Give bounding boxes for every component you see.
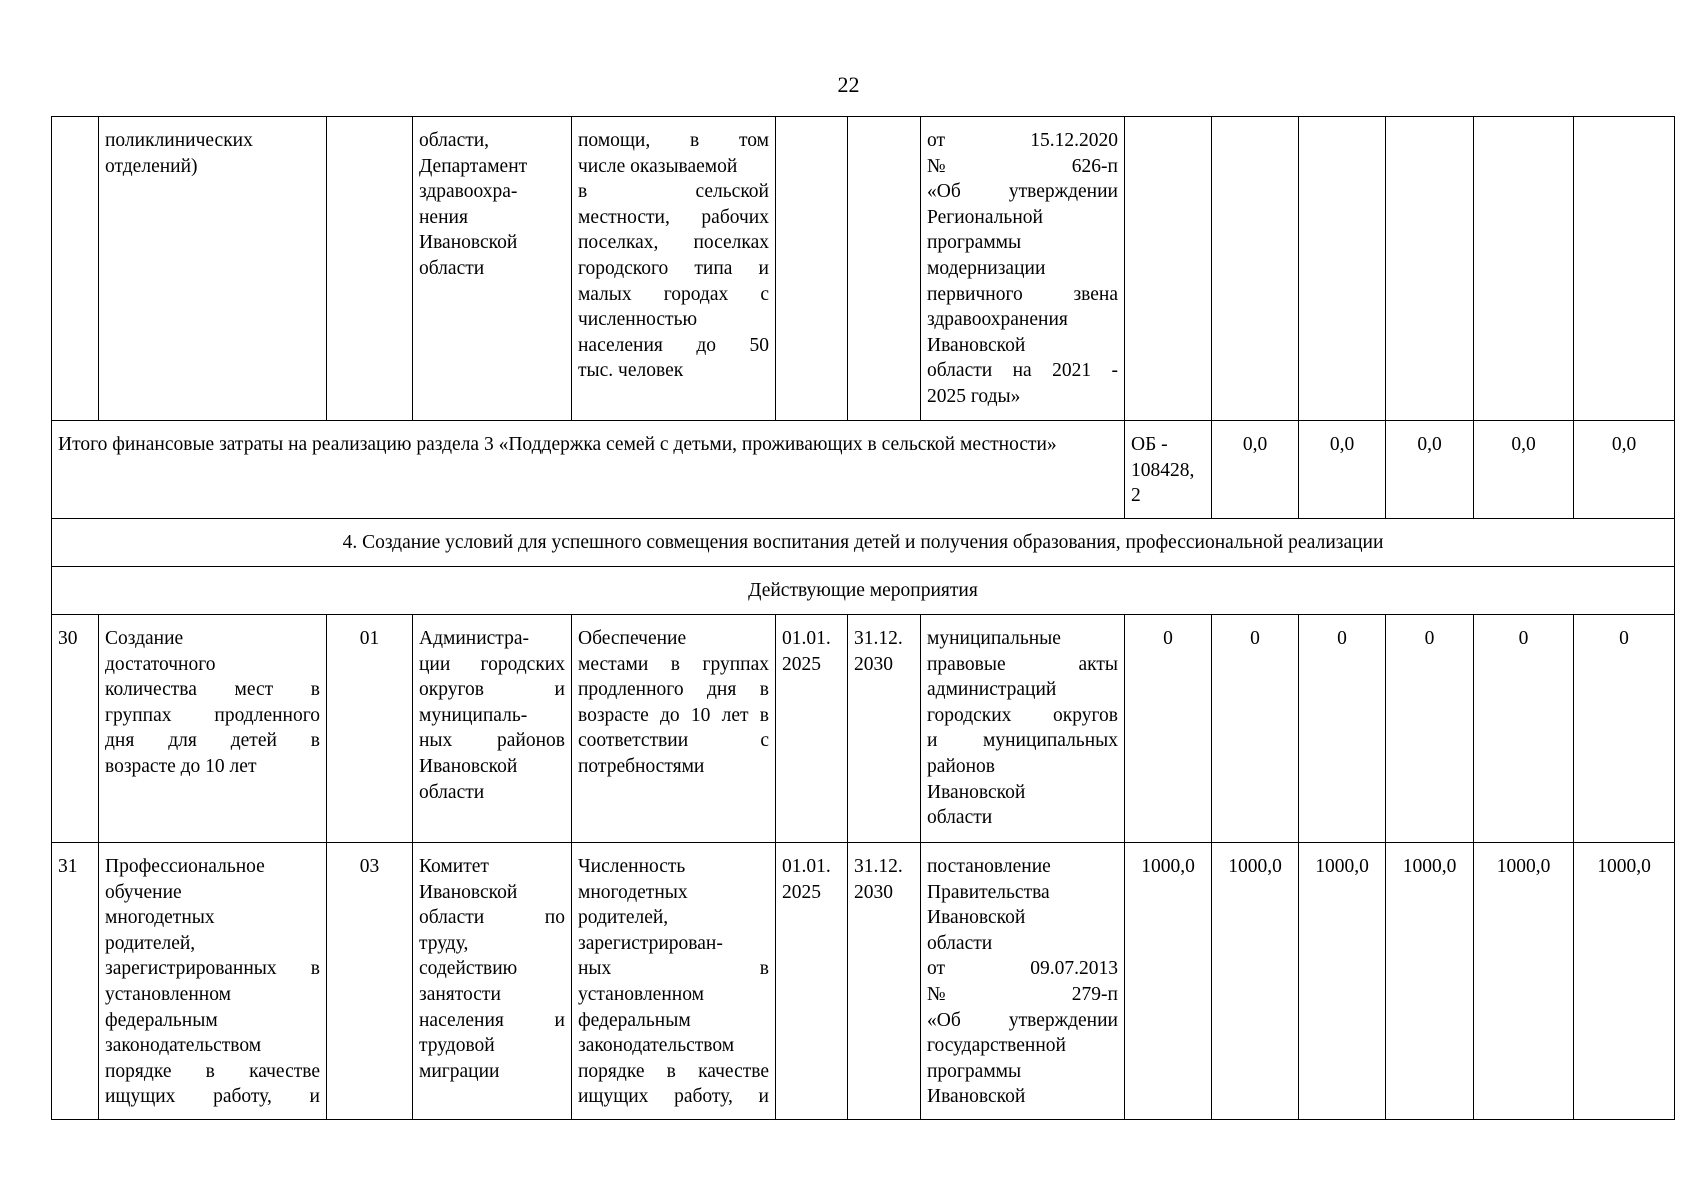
cell-value [1386, 117, 1474, 421]
cell-code [327, 117, 413, 421]
cell-start [776, 843, 848, 1120]
cell-value [1212, 117, 1299, 421]
cell-basis [921, 615, 1125, 843]
line: ОБ - [1131, 434, 1168, 455]
line: 2025 [782, 881, 821, 903]
line: городских округов [927, 704, 1118, 726]
line: Ивановской [927, 334, 1026, 356]
line: населения и [419, 1009, 565, 1031]
line: № 626-п [927, 155, 1118, 177]
subsection-title: Действующие мероприятия [52, 567, 1675, 615]
cell-num: 30 [52, 615, 99, 843]
line: здравоохранения [927, 309, 1068, 331]
cell-value [1474, 117, 1574, 421]
cell-value: 0 [1212, 615, 1299, 843]
line: 2025 [782, 653, 821, 675]
cell-value: 0 [1299, 615, 1386, 843]
line: Профессиональное [105, 856, 265, 877]
line: установленном [105, 983, 231, 1005]
total-value: 0,0 [1212, 421, 1299, 519]
cell-end [848, 117, 921, 421]
section-header-row [52, 519, 1675, 567]
line: 2030 [854, 653, 893, 675]
cell-name [99, 843, 327, 1120]
line: округов и [419, 679, 565, 701]
line: обучение [105, 881, 182, 903]
cell-basis [921, 843, 1125, 1120]
table-row-total [52, 421, 1675, 519]
line: 01.01. [782, 856, 831, 877]
line: занятости [419, 983, 501, 1005]
total-value: 0,0 [1386, 421, 1474, 519]
line: модернизации [927, 257, 1046, 279]
line: зарегистрированных в [105, 958, 320, 980]
line: Ивановской [419, 755, 518, 777]
line: муниципальные [927, 628, 1061, 649]
cell-value: 0 [1474, 615, 1574, 843]
cell-start [776, 117, 848, 421]
line: государственной [927, 1035, 1066, 1057]
line: области на 2021 - [927, 360, 1118, 382]
cell-value: 1000,0 [1125, 843, 1212, 1120]
line: порядке в качестве [105, 1060, 320, 1082]
line: группах продленного [105, 704, 320, 726]
cell-name [99, 615, 327, 843]
line: Численность [578, 856, 686, 877]
line: области [927, 807, 993, 829]
line: ных районов [419, 730, 565, 752]
line: многодетных [578, 881, 688, 903]
cell-value [1574, 117, 1675, 421]
table-row [52, 615, 1675, 843]
program-table [51, 116, 1675, 1120]
line: продленного дня в [578, 679, 769, 701]
cell-responsible [413, 117, 572, 421]
cell-code: 03 [327, 843, 413, 1120]
line: соответствии с [578, 730, 769, 752]
total-label: Итого финансовые затраты на реализацию раздела 3 «Поддержка семей с детьми, проживающих в сельской местности» [52, 421, 1125, 519]
line: малых городах с [578, 283, 769, 305]
line: Ивановской [927, 907, 1026, 929]
line: № 279-п [927, 983, 1118, 1005]
line: и муниципальных [927, 730, 1118, 752]
line: Департамент [419, 155, 528, 177]
total-value: 0,0 [1474, 421, 1574, 519]
line: области [419, 257, 485, 279]
total-source [1125, 421, 1212, 519]
cell-value [1299, 117, 1386, 421]
line: Создание [105, 628, 184, 649]
line: количества мест в [105, 679, 320, 701]
line: области [419, 781, 485, 803]
line: постановление [927, 856, 1051, 877]
line: отделений) [105, 155, 198, 177]
line: первичного звена [927, 283, 1118, 305]
line: 2 [1131, 485, 1141, 507]
line: от 09.07.2013 [927, 958, 1118, 980]
line: многодетных [105, 907, 215, 929]
cell-value: 1000,0 [1299, 843, 1386, 1120]
line: Ивановской [419, 232, 518, 254]
line: городского типа и [578, 257, 769, 279]
line: местами в группах [578, 653, 769, 675]
cell-num [52, 117, 99, 421]
cell-num: 31 [52, 843, 99, 1120]
line: 31.12. [854, 856, 903, 877]
cell-value: 1000,0 [1574, 843, 1675, 1120]
page-number: 22 [837, 72, 860, 97]
line: числе оказываемой [578, 155, 738, 177]
line: области, [419, 130, 490, 151]
line: муниципаль- [419, 704, 528, 726]
line: населения до 50 [578, 334, 769, 356]
line: дня для детей в [105, 730, 320, 752]
line: порядке в качестве [578, 1060, 769, 1082]
line: помощи, в том [578, 130, 769, 151]
cell-result [572, 615, 776, 843]
line: законодательством [105, 1035, 262, 1057]
line: ищущих работу, и [105, 1086, 320, 1108]
line: Региональной [927, 206, 1043, 228]
cell-name [99, 117, 327, 421]
line: Обеспечение [578, 628, 687, 649]
line: поселках, поселках [578, 232, 769, 254]
line: области по [419, 907, 565, 929]
line: возрасте до 10 лет [105, 755, 257, 777]
line: Комитет [419, 856, 489, 877]
cell-code: 01 [327, 615, 413, 843]
line: ных в [578, 958, 769, 980]
line: численностью [578, 309, 698, 331]
cell-result [572, 843, 776, 1120]
cell-value: 1000,0 [1474, 843, 1574, 1120]
total-value: 0,0 [1299, 421, 1386, 519]
line: «Об утверждении [927, 181, 1118, 203]
cell-start [776, 615, 848, 843]
line: Ивановской [419, 881, 518, 903]
cell-end [848, 843, 921, 1120]
cell-responsible [413, 615, 572, 843]
cell-responsible [413, 843, 572, 1120]
line: Ивановской [927, 1086, 1026, 1108]
cell-end [848, 615, 921, 843]
line: 108428, [1131, 459, 1195, 481]
total-value: 0,0 [1574, 421, 1675, 519]
line: области [927, 932, 993, 954]
line: трудовой [419, 1035, 495, 1057]
line: достаточного [105, 653, 216, 675]
table-row [52, 843, 1675, 1120]
line: районов [927, 755, 995, 777]
line: федеральным [105, 1009, 218, 1031]
line: Правительства [927, 881, 1050, 903]
line: нения [419, 206, 468, 228]
line: здравоохра- [419, 181, 518, 203]
line: родителей, [578, 907, 669, 929]
line: администраций [927, 679, 1057, 701]
table-row-continued [52, 117, 1675, 421]
cell-basis [921, 117, 1125, 421]
cell-value: 1000,0 [1386, 843, 1474, 1120]
line: ции городских [419, 653, 565, 675]
cell-value: 0 [1125, 615, 1212, 843]
line: местности, рабочих [578, 206, 769, 228]
line: поликлинических [105, 130, 253, 151]
line: законодательством [578, 1035, 735, 1057]
line: в сельской [578, 181, 769, 203]
subsection-header-row [52, 567, 1675, 615]
line: установленном [578, 983, 704, 1005]
line: правовые акты [927, 653, 1118, 675]
line: «Об утверждении [927, 1009, 1118, 1031]
line: 01.01. [782, 628, 831, 649]
line: зарегистрирован- [578, 932, 723, 954]
line: 2025 годы» [927, 385, 1021, 407]
line: содействию [419, 958, 518, 980]
line: Администра- [419, 628, 529, 649]
cell-value: 0 [1386, 615, 1474, 843]
cell-value [1125, 117, 1212, 421]
cell-value: 1000,0 [1212, 843, 1299, 1120]
line: труду, [419, 932, 469, 954]
cell-value: 0 [1574, 615, 1675, 843]
section-title: 4. Создание условий для успешного совмещения воспитания детей и получения образования, профессиональной реализации [52, 519, 1675, 567]
line: тыс. человек [578, 360, 684, 382]
line: 31.12. [854, 628, 903, 649]
cell-result [572, 117, 776, 421]
line: федеральным [578, 1009, 691, 1031]
line: ищущих работу, и [578, 1086, 769, 1108]
line: от 15.12.2020 [927, 130, 1118, 151]
line: родителей, [105, 932, 196, 954]
line: потребностями [578, 755, 705, 777]
line: возрасте до 10 лет в [578, 704, 769, 726]
line: Ивановской [927, 781, 1026, 803]
line: программы [927, 1060, 1022, 1082]
line: 2030 [854, 881, 893, 903]
line: миграции [419, 1060, 500, 1082]
line: программы [927, 232, 1022, 254]
